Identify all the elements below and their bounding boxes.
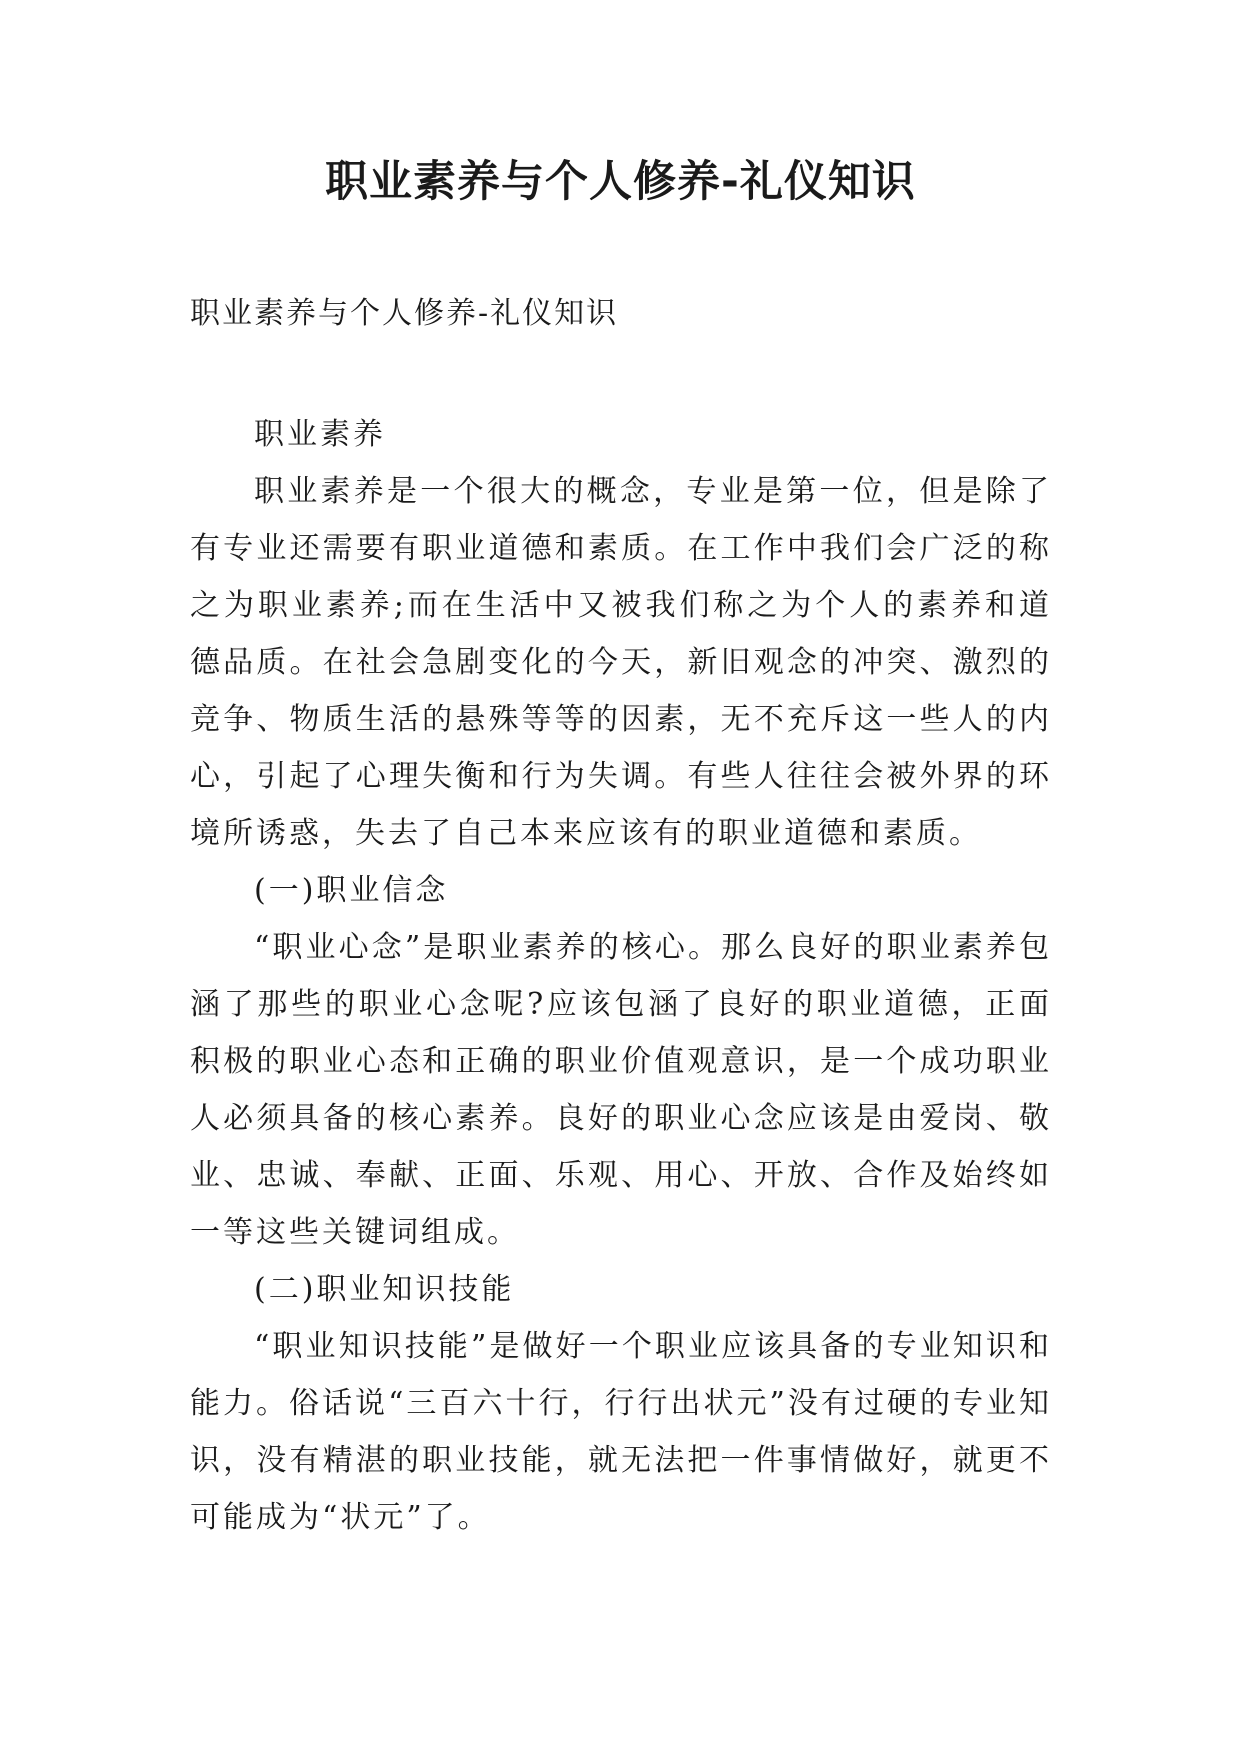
section-heading-knowledge-skills: (二)职业知识技能 [254,1272,515,1307]
paragraph-knowledge-skills: “职业知识技能”是做好一个职业应该具备的专业知识和能力。俗话说“三百六十行，行行出状元”没有过硬的专业知识，没有精湛的职业技能，就无法把一件事情做好，就更不可能成为“状元”了。 [190,1329,1052,1535]
section-heading-professional-quality: 职业素养 [254,417,386,452]
paragraph-professional-belief: “职业心念”是职业素养的核心。那么良好的职业素养包涵了那些的职业心念呢?应该包涵了良好的职业道德，正面积极的职业心态和正确的职业价值观意识，是一个成功职业人必须具备的核心素养。良好的职业心念应该是由爱岗、敬业、忠诚、奉献、正面、乐观、用心、开放、合作及始终如一等这些关键词组成。 [190,930,1052,1250]
document-subtitle: 职业素养与个人修养-礼仪知识 [190,296,619,331]
document-title: 职业素养与个人修养-礼仪知识 [325,157,916,207]
paragraph-intro: 职业素养是一个很大的概念，专业是第一位，但是除了有专业还需要有职业道德和素质。在工作中我们会广泛的称之为职业素养;而在生活中又被我们称之为个人的素养和道德品质。在社会急剧变化的今天，新旧观念的冲突、激烈的竞争、物质生活的悬殊等等的因素，无不充斥这一些人的内心，引起了心理失衡和行为失调。有些人往往会被外界的环境所诱惑，失去了自己本来应该有的职业道德和素质。 [190,474,1052,851]
section-heading-professional-belief: (一)职业信念 [254,873,449,908]
document-body [190,406,1052,1546]
